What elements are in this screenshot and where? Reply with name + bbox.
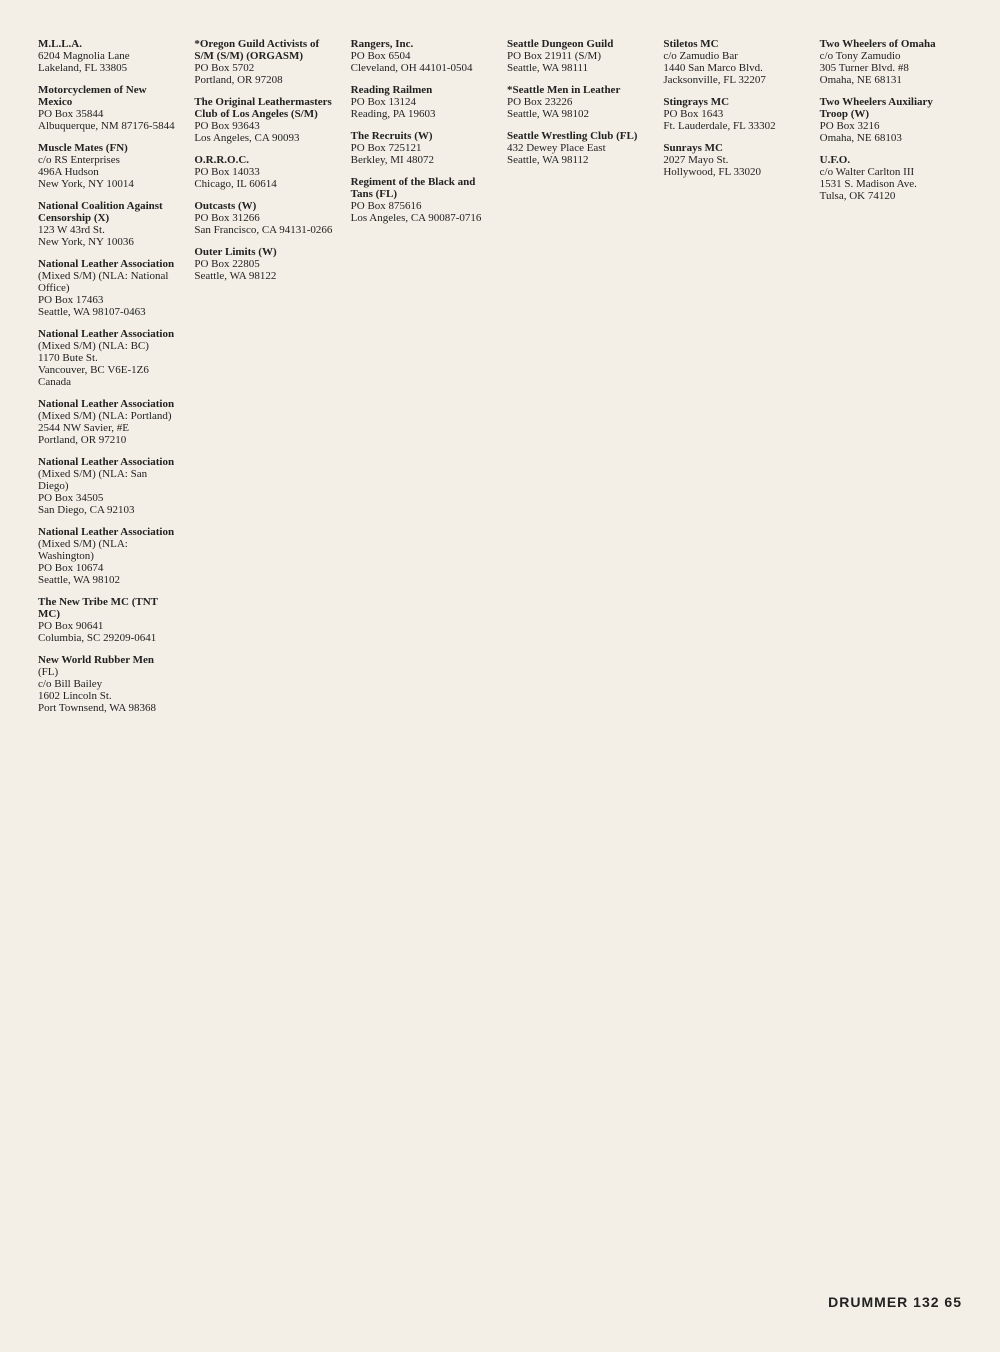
- entry-line: PO Box 875616: [350, 200, 422, 212]
- directory-entry: [663, 38, 801, 86]
- entry-line: Hollywood, FL 33020: [663, 166, 762, 178]
- entry-line: PO Box 34505: [38, 492, 104, 504]
- entry-line: 496A Hudson: [38, 166, 99, 178]
- entry-line: Vancouver, BC V6E-1Z6: [38, 364, 149, 376]
- entry-line: PO Box 35844: [38, 108, 104, 120]
- entry-line: PO Box 14033: [194, 166, 260, 178]
- directory-entry: [507, 84, 645, 120]
- entry-name: New World Rubber Men: [38, 654, 155, 666]
- entry-name: *Oregon Guild Activists of S/M (S/M) (ORGASM): [194, 38, 320, 62]
- directory-entry: [351, 176, 489, 224]
- entry-name: Seattle Wrestling Club (FL): [506, 130, 638, 142]
- entry-line: PO Box 6504: [350, 50, 411, 62]
- entry-line: Portland, OR 97208: [194, 74, 283, 86]
- entry-line: Jacksonville, FL 32207: [663, 74, 766, 86]
- directory-entry: [663, 142, 801, 178]
- entry-line: Port Townsend, WA 98368: [38, 702, 156, 714]
- entry-name: *Seattle Men in Leather: [506, 84, 621, 96]
- directory-entry: [38, 258, 176, 318]
- entry-line: 2544 NW Savier, #E: [38, 422, 130, 434]
- entry-line: Seattle, WA 98102: [506, 108, 589, 120]
- entry-line: Ft. Lauderdale, FL 33302: [663, 120, 776, 132]
- entry-line: (Mixed S/M) (NLA: BC): [38, 340, 149, 352]
- directory-column: [507, 38, 645, 724]
- entry-line: PO Box 22805: [194, 258, 260, 270]
- entry-name: National Leather Association: [38, 328, 175, 340]
- directory-entry: [194, 154, 332, 190]
- entry-line: New York, NY 10014: [38, 178, 134, 190]
- directory-column: [663, 38, 801, 724]
- entry-line: Seattle, WA 98107-0463: [38, 306, 146, 318]
- entry-line: Tulsa, OK 74120: [819, 190, 896, 202]
- magazine-issue: DRUMMER 132: [828, 1294, 940, 1310]
- entry-line: San Francisco, CA 94131-0266: [194, 224, 333, 236]
- entry-line: Albuquerque, NM 87176-5844: [38, 120, 175, 132]
- entry-line: (Mixed S/M) (NLA: National Office): [38, 270, 169, 294]
- entry-name: Reading Railmen: [350, 84, 433, 96]
- entry-line: Cleveland, OH 44101-0504: [350, 62, 473, 74]
- entry-line: PO Box 90641: [38, 620, 104, 632]
- entry-name: O.R.R.O.C.: [194, 154, 250, 166]
- entry-name: The Recruits (W): [350, 130, 433, 142]
- entry-name: Two Wheelers of Omaha: [819, 38, 936, 50]
- entry-line: Omaha, NE 68131: [819, 74, 902, 86]
- entry-name: U.F.O.: [819, 154, 851, 166]
- entry-name: Outer Limits (W): [194, 246, 277, 258]
- entry-name: National Leather Association: [38, 398, 175, 410]
- directory-entry: [194, 96, 332, 144]
- directory-entry: [507, 38, 645, 74]
- directory-column: [194, 38, 332, 724]
- entry-line: Seattle, WA 98102: [38, 574, 120, 586]
- entry-line: PO Box 5702: [194, 62, 255, 74]
- directory-column: [820, 38, 958, 724]
- entry-line: c/o Walter Carlton III: [819, 166, 915, 178]
- page-number: 65: [944, 1294, 962, 1310]
- entry-line: Canada: [38, 376, 71, 388]
- entry-name: National Leather Association: [38, 456, 175, 468]
- entry-line: Columbia, SC 29209-0641: [38, 632, 157, 644]
- entry-line: PO Box 23226: [506, 96, 573, 108]
- entry-line: 1170 Bute St.: [38, 352, 98, 364]
- entry-name: Stingrays MC: [663, 96, 730, 108]
- directory-entry: [38, 84, 176, 132]
- entry-line: PO Box 725121: [350, 142, 422, 154]
- entry-line: 1440 San Marco Blvd.: [663, 62, 763, 74]
- directory-entry: [194, 246, 332, 282]
- directory-entry: [820, 38, 958, 86]
- entry-line: Los Angeles, CA 90087-0716: [350, 212, 482, 224]
- entry-line: San Diego, CA 92103: [38, 504, 135, 516]
- entry-name: National Coalition Against Censorship (X): [38, 200, 163, 224]
- directory-column: [38, 38, 176, 724]
- directory-entry: [38, 328, 176, 388]
- entry-line: c/o Zamudio Bar: [663, 50, 738, 62]
- directory-entry: [663, 96, 801, 132]
- entry-line: PO Box 21911 (S/M): [506, 50, 602, 62]
- entry-line: PO Box 13124: [350, 96, 417, 108]
- entry-name: Rangers, Inc.: [350, 38, 414, 50]
- entry-line: 1602 Lincoln St.: [38, 690, 112, 702]
- directory-columns: [38, 38, 958, 724]
- entry-name: Motorcyclemen of New Mexico: [38, 84, 147, 108]
- directory-entry: [38, 142, 176, 190]
- directory-column: [351, 38, 489, 724]
- directory-entry: [820, 96, 958, 144]
- directory-entry: [351, 38, 489, 74]
- entry-line: 305 Turner Blvd. #8: [819, 62, 909, 74]
- directory-entry: [38, 200, 176, 248]
- entry-name: The Original Leathermasters Club of Los Angeles (S/M): [194, 96, 332, 120]
- entry-line: PO Box 3216: [819, 120, 880, 132]
- entry-line: (Mixed S/M) (NLA: Washington): [38, 538, 128, 562]
- entry-line: 1531 S. Madison Ave.: [819, 178, 917, 190]
- page-footer: [828, 1294, 962, 1310]
- directory-entry: [38, 596, 176, 644]
- entry-line: Seattle, WA 98112: [506, 154, 589, 166]
- entry-name: Muscle Mates (FN): [38, 142, 128, 154]
- entry-line: Berkley, MI 48072: [350, 154, 434, 166]
- directory-entry: [38, 654, 176, 714]
- directory-entry: [38, 398, 176, 446]
- directory-entry: [351, 84, 489, 120]
- entry-line: Seattle, WA 98122: [194, 270, 277, 282]
- entry-name: Sunrays MC: [663, 142, 723, 154]
- entry-line: PO Box 17463: [38, 294, 104, 306]
- entry-line: Portland, OR 97210: [38, 434, 127, 446]
- directory-entry: [351, 130, 489, 166]
- entry-name: The New Tribe MC (TNT MC): [38, 596, 158, 620]
- entry-name: Regiment of the Black and Tans (FL): [350, 176, 476, 200]
- entry-line: 2027 Mayo St.: [663, 154, 729, 166]
- directory-entry: [38, 526, 176, 586]
- directory-entry: [38, 38, 176, 74]
- entry-line: (FL): [38, 666, 59, 678]
- entry-line: c/o RS Enterprises: [38, 154, 120, 166]
- entry-name: National Leather Association: [38, 258, 175, 270]
- entry-line: Omaha, NE 68103: [819, 132, 902, 144]
- entry-line: c/o Tony Zamudio: [819, 50, 901, 62]
- entry-line: 123 W 43rd St.: [38, 224, 105, 236]
- entry-line: (Mixed S/M) (NLA: Portland): [38, 410, 172, 422]
- entry-line: Chicago, IL 60614: [194, 178, 277, 190]
- directory-entry: [38, 456, 176, 516]
- entry-name: M.L.L.A.: [38, 38, 82, 50]
- directory-entry: [194, 200, 332, 236]
- entry-line: Seattle, WA 98111: [506, 62, 589, 74]
- entry-name: Outcasts (W): [194, 200, 257, 212]
- directory-entry: [820, 154, 958, 202]
- directory-entry: [507, 130, 645, 166]
- entry-line: PO Box 93643: [194, 120, 260, 132]
- entry-line: New York, NY 10036: [38, 236, 134, 248]
- entry-line: PO Box 10674: [38, 562, 104, 574]
- entry-line: Lakeland, FL 33805: [38, 62, 128, 74]
- entry-line: PO Box 31266: [194, 212, 260, 224]
- entry-name: National Leather Association: [38, 526, 175, 538]
- entry-name: Two Wheelers Auxiliary Troop (W): [819, 96, 933, 120]
- directory-entry: [194, 38, 332, 86]
- entry-name: Seattle Dungeon Guild: [506, 38, 614, 50]
- entry-line: Los Angeles, CA 90093: [194, 132, 300, 144]
- entry-line: 432 Dewey Place East: [506, 142, 606, 154]
- entry-line: c/o Bill Bailey: [38, 678, 103, 690]
- entry-line: 6204 Magnolia Lane: [38, 50, 130, 62]
- entry-line: (Mixed S/M) (NLA: San Diego): [38, 468, 148, 492]
- entry-line: Reading, PA 19603: [350, 108, 436, 120]
- entry-line: PO Box 1643: [663, 108, 724, 120]
- entry-name: Stiletos MC: [663, 38, 719, 50]
